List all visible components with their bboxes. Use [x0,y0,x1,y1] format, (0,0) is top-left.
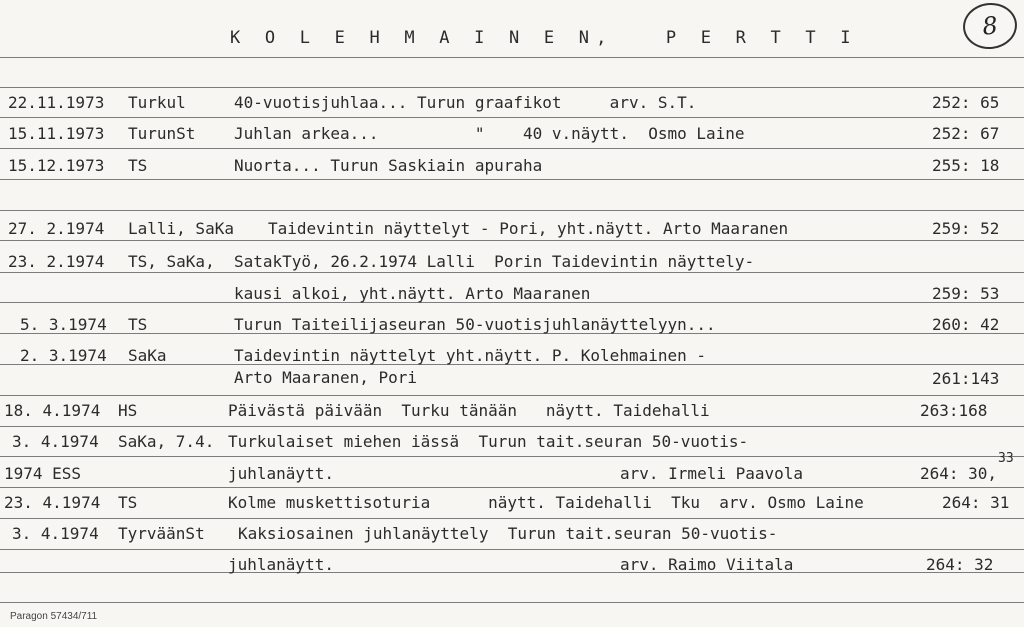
entry-source: Turkul [128,93,186,112]
rule [0,518,1024,519]
rule [0,179,1024,180]
rule [0,210,1024,211]
rule [0,240,1024,241]
entry-source: TS [128,315,148,334]
entry-date: 2. 3.1974 [20,346,107,365]
entry-source: SaKa [128,346,167,365]
entry-ref-superscript: 33 [998,451,1014,466]
entry-text-continued: juhlanäytt. [228,464,334,483]
entry-text: Kaksiosainen juhlanäyttely Turun tait.seuran 50-vuotis- [238,524,778,543]
entry-text: Turun Taiteilijaseuran 50-vuotisjuhlanäyttelyyn... [234,315,716,334]
entry-text: Taidevintin näyttelyt yht.näytt. P. Kolehmainen - [234,346,707,365]
printer-imprint: Paragon 57434/711 [10,611,98,622]
entry-ref: 252: 67 [932,124,1000,143]
card-number: 8 [980,11,1000,41]
entry-text: Taidevintin näyttelyt - Pori, yht.näytt. Arto Maaranen [268,219,789,238]
entry-date: 15.12.1973 [8,156,105,175]
rule [0,87,1024,88]
rule [0,395,1024,396]
entry-text: Juhlan arkea... " 40 v.näytt. Osmo Laine [234,124,745,143]
entry-text: Kolme muskettisoturia näytt. Taidehalli Tku arv. Osmo Laine [228,493,864,512]
rule [0,602,1024,603]
entry-text-continued: Arto Maaranen, Pori [234,368,418,387]
entry-date: 27. 2.1974 [8,219,105,238]
entry-date: 3. 4.1974 [12,432,99,451]
entry-ref: 264: 31 [942,493,1010,512]
rule [0,456,1024,457]
entry-ref: 264: 32 [926,555,994,574]
entry-ref: 259: 52 [932,219,1000,238]
entry-ref: 259: 53 [932,284,1000,303]
rule [0,148,1024,149]
entry-ref: 260: 42 [932,315,1000,334]
entry-source: Lalli, SaKa [128,219,234,238]
entry-date-continued: 1974 ESS [4,464,82,483]
entry-text: SatakTyö, 26.2.1974 Lalli Porin Taidevintin näyttely- [234,252,755,271]
rule [0,426,1024,427]
entry-source: TurunSt [128,124,196,143]
entry-reviewer: arv. Irmeli Paavola [620,464,804,483]
entry-date: 23. 4.1974 [4,493,101,512]
rule [0,57,1024,58]
rule [0,272,1024,273]
entry-date: 3. 4.1974 [12,524,99,543]
rule [0,117,1024,118]
card-number-circle [961,0,1020,51]
entry-source: TS, SaKa, [128,252,215,271]
entry-ref: 255: 18 [932,156,1000,175]
entry-source: TS [128,156,148,175]
entry-text: Päivästä päivään Turku tänään näytt. Taidehalli [228,401,710,420]
rule [0,487,1024,488]
entry-ref: 263:168 [920,401,988,420]
entry-source: SaKa, 7.4. [118,432,215,451]
card-title: K O L E H M A I N E N, P E R T T I [230,28,858,48]
entry-ref: 261:143 [932,369,1000,388]
entry-text-continued: juhlanäytt. [228,555,334,574]
entry-date: 23. 2.1974 [8,252,105,271]
entry-text-continued: kausi alkoi, yht.näytt. Arto Maaranen [234,284,591,303]
entry-date: 5. 3.1974 [20,315,107,334]
entry-date: 22.11.1973 [8,93,105,112]
entry-source: HS [118,401,138,420]
entry-date: 18. 4.1974 [4,401,101,420]
rule [0,572,1024,573]
entry-text: 40-vuotisjuhlaa... Turun graafikot arv. S.T. [234,93,697,112]
entry-source: TS [118,493,138,512]
entry-ref: 252: 65 [932,93,1000,112]
entry-text: Turkulaiset miehen iässä Turun tait.seuran 50-vuotis- [228,432,749,451]
entry-ref: 264: 30, [920,464,998,483]
entry-source: TyrväänSt [118,524,205,543]
entry-text: Nuorta... Turun Saskiain apuraha [234,156,543,175]
entry-reviewer: arv. Raimo Viitala [620,555,794,574]
entry-date: 15.11.1973 [8,124,105,143]
rule [0,549,1024,550]
